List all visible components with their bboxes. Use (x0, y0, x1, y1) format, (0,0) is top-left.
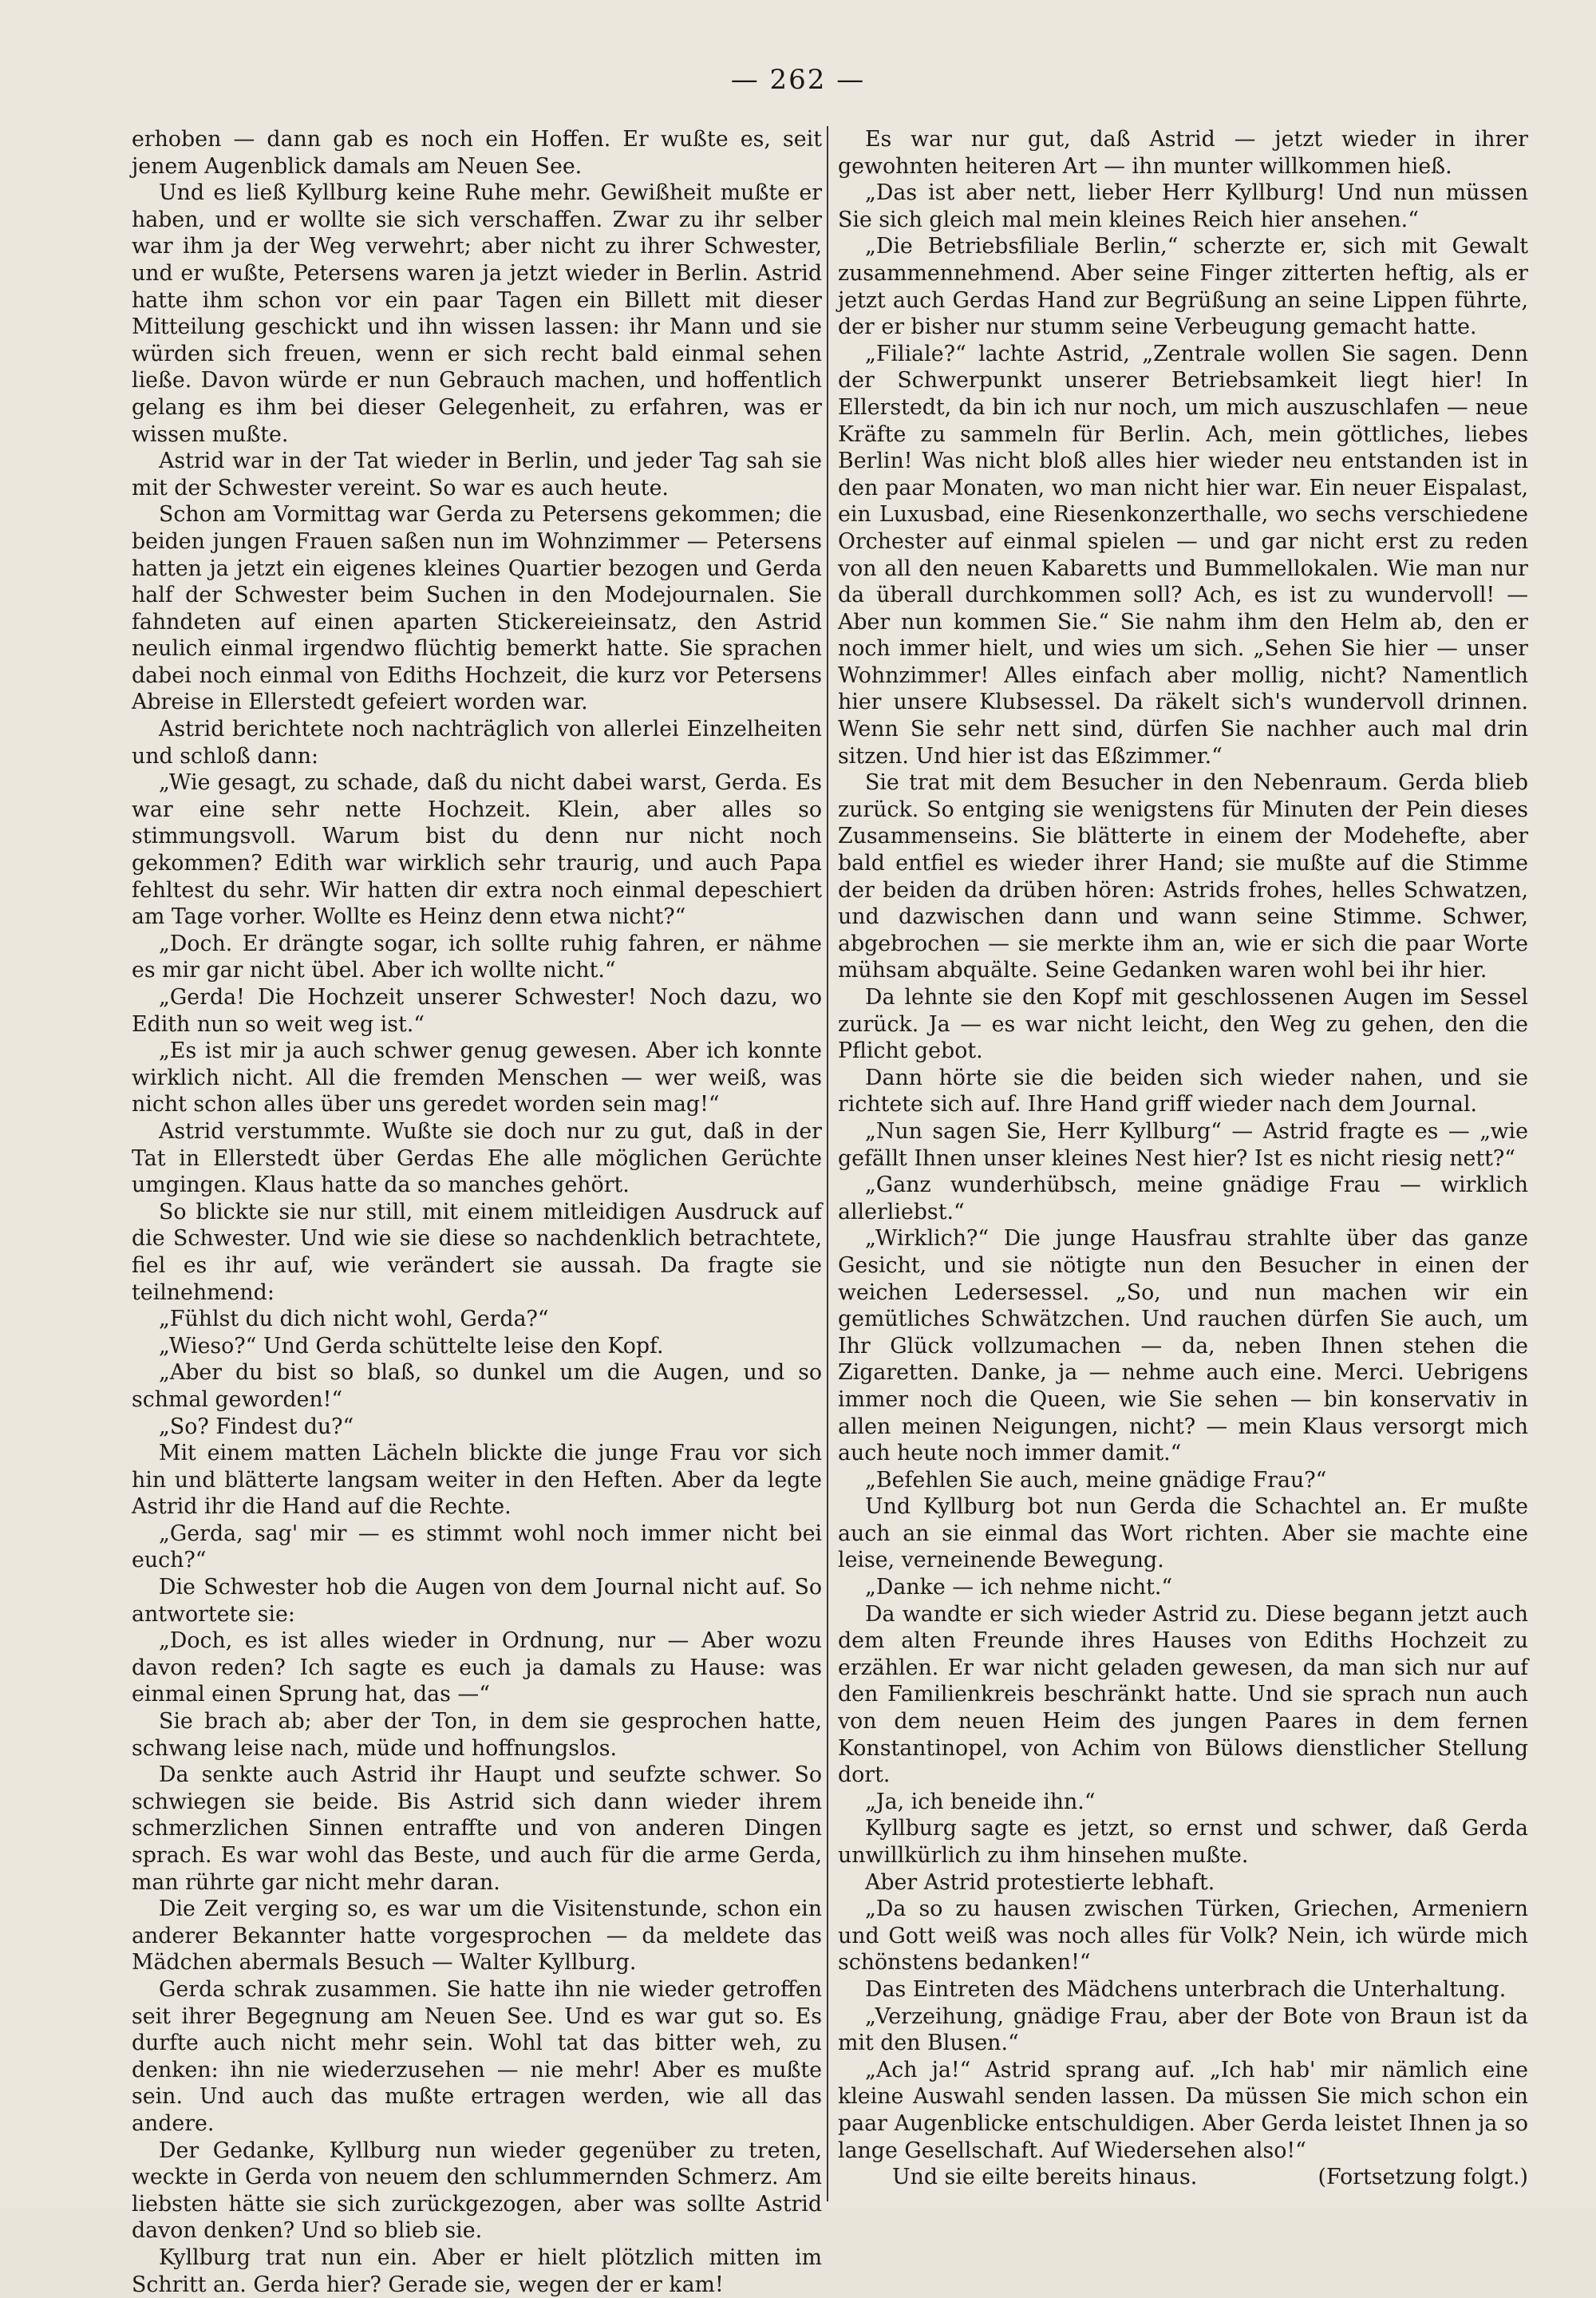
page-number: — 262 — (730, 64, 866, 96)
paragraph: Der Gedanke, Kyllburg nun wieder gegenüber zu treten, weckte in Gerda von neuem den schlummernden Schmerz. Am liebsten hätte sie sich zurückgezogen, aber was sollte Astrid davon denken? Und so blieb sie. (132, 2138, 822, 2244)
paragraph: „So? Findest du?“ (159, 1414, 354, 1439)
paragraph: Astrid war in der Tat wieder in Berlin, und jeder Tag sah sie mit der Schwester vereint. So war es auch heute. (132, 449, 822, 500)
paragraph: „Gerda! Die Hochzeit unserer Schwester! Noch dazu, wo Edith nun so weit weg ist.“ (132, 985, 822, 1037)
paragraph: So blickte sie nur still, mit einem mitleidigen Ausdruck auf die Schwester. Und wie sie diese so nachdenklich betrachtete, fiel es ihr auf, wie verändert sie aussah. Da fragte sie teilnehmend: (132, 1199, 822, 1305)
paragraph: Die Zeit verging so, es war um die Visitenstunde, schon ein anderer Bekannter hatte vorgesprochen — da meldete das Mädchen abermals Besuch — Walter Kyllburg. (132, 1897, 822, 1976)
paragraph: Und Kyllburg bot nun Gerda die Schachtel an. Er mußte auch an sie einmal das Wort richten. Aber sie machte eine leise, verneinende Bewegung. (838, 1494, 1528, 1573)
continuation-note: (Fortsetzung folgt.) (1317, 2165, 1528, 2190)
paragraph: Da senkte auch Astrid ihr Haupt und seufzte schwer. So schwiegen sie beide. Bis Astrid sich dann wieder ihrem schmerzlichen Sinnen entraffte und von anderen Dingen sprach. Es war wohl das Beste, und auch für die arme Gerda, man rührte gar nicht mehr daran. (132, 1762, 822, 1895)
paragraph: Astrid verstummte. Wußte sie doch nur zu gut, daß in der Tat in Ellerstedt über Gerdas Ehe alle möglichen Gerüchte umgingen. Klaus hatte da so manches gehört. (132, 1118, 822, 1198)
paragraph: „Doch. Er drängte sogar, ich sollte ruhig fahren, er nähme es mir gar nicht übel. Aber ich wollte nicht.“ (132, 931, 822, 983)
left-column (132, 126, 822, 2297)
paragraph: Kyllburg trat nun ein. Aber er hielt plötzlich mitten im Schritt an. Gerda hier? Gerade sie, wegen der er kam! (132, 2245, 822, 2297)
paragraph: „Gerda, sag' mir — es stimmt wohl noch immer nicht bei euch?“ (132, 1521, 822, 1573)
paragraph: „Nun sagen Sie, Herr Kyllburg“ — Astrid fragte es — „wie gefällt Ihnen unser kleines Nest hier? Ist es nicht riesig nett?“ (838, 1118, 1528, 1171)
paragraph: „Filiale?“ lachte Astrid, „Zentrale wollen Sie sagen. Denn der Schwerpunkt unserer Betriebsamkeit liegt hier! In Ellerstedt, da bin ich nur noch, um mich auszuschlafen — neue Kräfte zu sammeln für Berlin. Ach, mein göttliches, liebes Berlin! Was nicht bloß alles hier wieder neu entstanden ist in den paar Monaten, wo man nicht hier war. Ein neuer Eispalast, ein Luxusbad, eine Riesenkonzerthalle, wo sechs verschiedene Orchester auf einmal spielen — und gar nicht erst zu reden von all den neuen Kabaretts und Bummellokalen. Wie man nur da überall durchkommen soll? Ach, es ist zu wundervoll! — Aber nun kommen Sie.“ Sie nahm ihm den Helm ab, den er noch immer hielt, und wies um sich. „Sehen Sie hier — unser Wohnzimmer! Alles einfach aber mollig, nicht? Namentlich hier unsere Klubsessel. Da räkelt sich's wundervoll drinnen. Wenn Sie sehr nett sind, dürfen Sie nachher auch mal drin sitzen. Und hier ist das Eßzimmer.“ (838, 341, 1528, 769)
paragraph: „Es ist mir ja auch schwer genug gewesen. Aber ich konnte wirklich nicht. All die fremden Menschen — wer weiß, was nicht schon alles über uns geredet worden sein mag!“ (132, 1038, 822, 1117)
paragraph: „Verzeihung, gnädige Frau, aber der Bote von Braun ist da mit den Blusen.“ (838, 2003, 1528, 2056)
paragraph: Da lehnte sie den Kopf mit geschlossenen Augen im Sessel zurück. Ja — es war nicht leicht, den Weg zu gehen, den die Pflicht gebot. (838, 985, 1528, 1064)
paragraph: Kyllburg sagte es jetzt, so ernst und schwer, daß Gerda unwillkürlich zu ihm hinsehen mußte. (838, 1816, 1528, 1868)
paragraph: Astrid berichtete noch nachträglich von allerlei Einzelheiten und schloß dann: (132, 717, 822, 769)
right-column-paragraphs (838, 126, 1528, 2164)
closing-text: Und sie eilte bereits hinaus. (892, 2165, 1198, 2190)
paragraph: „Wirklich?“ Die junge Hausfrau strahlte über das ganze Gesicht, und sie nötigte nun den Besucher in einen der weichen Ledersessel. „So, und nun machen wir ein gemütliches Schwätzchen. Und rauchen dürfen Sie auch, um Ihr Glück vollzumachen — da, neben Ihnen stehen die Zigaretten. Danke, ja — nehme auch eine. Merci. Uebrigens immer noch die Queen, wie Sie sehen — bin konservativ in allen meinen Neigungen, nicht? — mein Klaus versorgt mich auch heute noch immer damit.“ (838, 1226, 1528, 1466)
paragraph: Und es ließ Kyllburg keine Ruhe mehr. Gewißheit mußte er haben, und er wollte sie sich verschaffen. Zwar zu ihr selber war ihm ja der Weg verwehrt; aber nicht zu ihrer Schwester, und er wußte, Petersens waren ja jetzt wieder in Berlin. Astrid hatte ihm schon vor ein paar Tagen ein Billett mit dieser Mitteilung geschickt und ihn wissen lassen: ihr Mann und sie würden sich freuen, wenn er sich recht bald einmal sehen ließe. Davon würde er nun Gebrauch machen, und hoffentlich gelang es ihm bei dieser Gelegenheit, zu erfahren, was er wissen mußte. (132, 180, 822, 447)
paragraph: Da wandte er sich wieder Astrid zu. Diese begann jetzt auch dem alten Freunde ihres Hauses von Ediths Hochzeit zu erzählen. Er war nicht geladen gewesen, da man sich nur auf den Familienkreis beschränkt hatte. Und sie sprach nun auch von dem neuen Heim des jungen Paares in dem fernen Konstantinopel, von Achim von Bülows dienstlicher Stellung dort. (838, 1601, 1528, 1788)
paragraph: „Befehlen Sie auch, meine gnädige Frau?“ (865, 1467, 1327, 1493)
paragraph: „Das ist aber nett, lieber Herr Kyllburg! Und nun müssen Sie sich gleich mal mein kleines Reich hier ansehen.“ (838, 180, 1528, 232)
paragraph: „Da so zu hausen zwischen Türken, Griechen, Armeniern und Gott weiß was noch alles für Volk? Nein, ich würde mich schönstens bedanken!“ (838, 1897, 1528, 1976)
paragraph: „Wie gesagt, zu schade, daß du nicht dabei warst, Gerda. Es war eine sehr nette Hochzeit. Klein, aber alles so stimmungsvoll. Warum bist du denn nur nicht noch gekommen? Edith war wirklich sehr traurig, und auch Papa fehltest du sehr. Wir hatten dir extra noch einmal depeschiert am Tage vorher. Wollte es Heinz denn etwa nicht?“ (132, 770, 822, 930)
paragraph: Schon am Vormittag war Gerda zu Petersens gekommen; die beiden jungen Frauen saßen nun im Wohnzimmer — Petersens hatten ja jetzt ein eigenes kleines Quartier bezogen und Gerda half der Schwester beim Suchen in den Modejournalen. Sie fahndeten auf einen aparten Stickereieinsatz, den Astrid neulich einmal irgendwo flüchtig bemerkt hatte. Sie sprachen dabei noch einmal von Ediths Hochzeit, die kurz vor Petersens Abreise in Ellerstedt gefeiert worden war. (132, 502, 822, 715)
paragraph: „Wieso?“ Und Gerda schüttelte leise den Kopf. (159, 1333, 664, 1359)
paragraph: „Aber du bist so blaß, so dunkel um die Augen, und so schmal geworden!“ (132, 1360, 822, 1412)
paragraph: Das Eintreten des Mädchens unterbrach die Unterhaltung. (865, 1976, 1507, 2002)
paragraph: „Die Betriebsfiliale Berlin,“ scherzte er, sich mit Gewalt zusammennehmend. Aber seine Finger zitterten heftig, als er jetzt auch Gerdas Hand zur Begrüßung an seine Lippen führte, der er bisher nur stumm seine Verbeugung gemacht hatte. (838, 234, 1528, 340)
paragraph: Dann hörte sie die beiden sich wieder nahen, und sie richtete sich auf. Ihre Hand griff wieder nach dem Journal. (838, 1065, 1528, 1117)
paragraph: „Ach ja!“ Astrid sprang auf. „Ich hab' mir nämlich eine kleine Auswahl senden lassen. Da müssen Sie mich schon ein paar Augenblicke entschuldigen. Aber Gerda leistet Ihnen ja so lange Gesellschaft. Auf Wiedersehen also!“ (838, 2057, 1528, 2163)
paragraph: „Danke — ich nehme nicht.“ (865, 1575, 1173, 1600)
column-divider (827, 126, 828, 2201)
paragraph: „Fühlst du dich nicht wohl, Gerda?“ (159, 1307, 549, 1332)
paragraph: „Ganz wunderhübsch, meine gnädige Frau — wirklich allerliebst.“ (838, 1173, 1528, 1224)
paragraph: Gerda schrak zusammen. Sie hatte ihn nie wieder getroffen seit ihrer Begegnung am Neuen See. Und es war gut so. Es durfte auch nicht mehr sein. Wohl tat das bitter weh, zu denken: ihn nie wiederzusehen — nie mehr! Aber es mußte sein. Und auch das mußte ertragen werden, wie all das andere. (132, 1976, 822, 2136)
paragraph: „Ja, ich beneide ihn.“ (865, 1789, 1096, 1814)
closing-line (838, 2164, 1528, 2191)
paragraph: Die Schwester hob die Augen von dem Journal nicht auf. So antwortete sie: (132, 1575, 822, 1627)
paragraph: Sie brach ab; aber der Ton, in dem sie gesprochen hatte, schwang leise nach, müde und hoffnungslos. (132, 1709, 822, 1761)
paragraph: Aber Astrid protestierte lebhaft. (865, 1869, 1215, 1895)
right-column (838, 126, 1528, 2201)
paragraph: Mit einem matten Lächeln blickte die junge Frau vor sich hin und blätterte langsam weiter in den Heften. Aber da legte Astrid ihr die Hand auf die Rechte. (132, 1441, 822, 1520)
paragraph: „Doch, es ist alles wieder in Ordnung, nur — Aber wozu davon reden? Ich sagte es euch ja damals zu Hause: was einmal einen Sprung hat, das —“ (132, 1628, 822, 1707)
paragraph: erhoben — dann gab es noch ein Hoffen. Er wußte es, seit jenem Augenblick damals am Neuen See. (132, 127, 822, 179)
paragraph: Es war nur gut, daß Astrid — jetzt wieder in ihrer gewohnten heiteren Art — ihn munter willkommen hieß. (838, 127, 1528, 179)
paragraph: Sie trat mit dem Besucher in den Nebenraum. Gerda blieb zurück. So entging sie wenigstens für Minuten der Pein dieses Zusammenseins. Sie blätterte in einem der Modehefte, aber bald entfiel es wieder ihrer Hand; sie mußte auf die Stimme der beiden da drüben hören: Astrids frohes, helles Schwatzen, und dazwischen dann und wann seine Stimme. Schwer, abgebrochen — sie merkte ihm an, wie er sich die paar Worte mühsam abquälte. Seine Gedanken waren wohl bei ihr hier. (838, 770, 1528, 983)
